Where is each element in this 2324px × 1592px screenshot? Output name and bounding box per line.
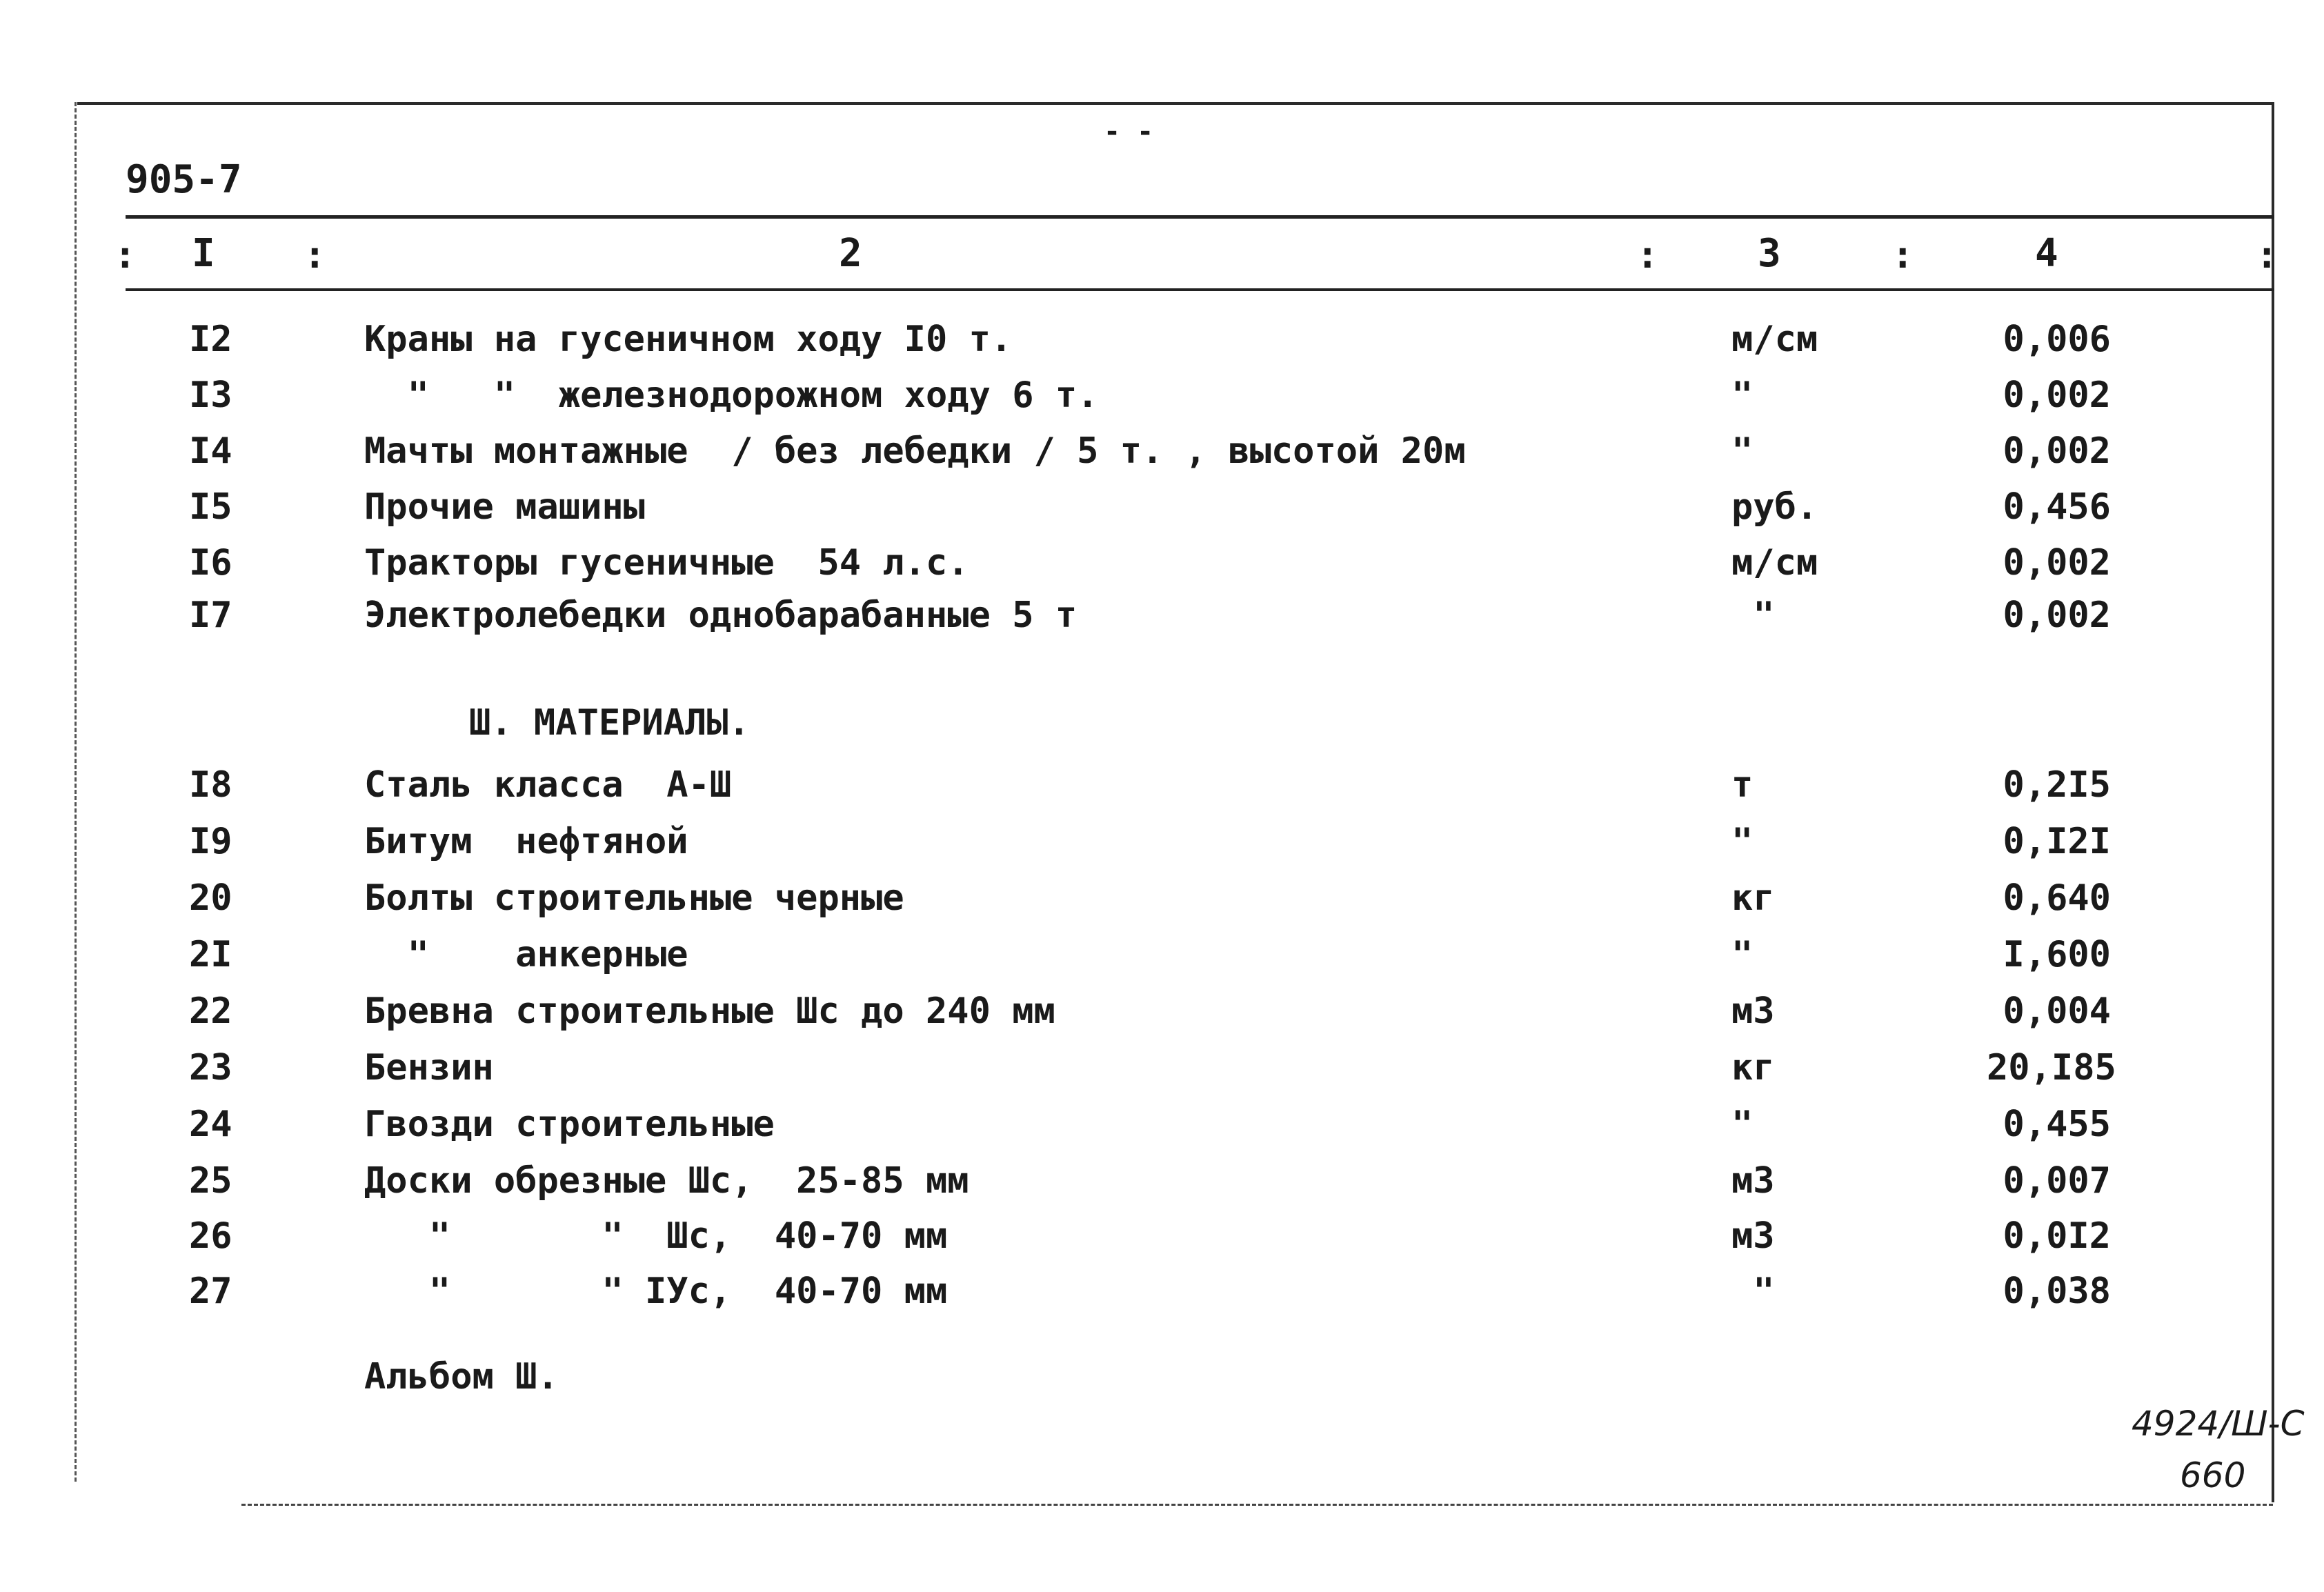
row-value: 0,0I2 [2003,1215,2111,1257]
frame-bottom-line [241,1504,2273,1506]
row-number: 24 [189,1104,232,1145]
row-name: Доски обрезные Шс, 25-85 мм [364,1160,969,1202]
row-number: 26 [189,1215,232,1257]
row-value: 0,002 [2003,595,2111,636]
table-row [0,1104,2324,1159]
row-name: Бревна строительные Шс до 240 мм [364,991,1055,1032]
table-row [0,595,2324,650]
row-value: 0,004 [2003,991,2111,1032]
row-name: Гвозди строительные [364,1104,775,1145]
row-number: 27 [189,1271,232,1312]
row-number: I4 [189,430,232,472]
column-separator: : [304,233,326,277]
row-value: 20,I85 [1987,1047,2116,1088]
row-name: Электролебедки однобарабанные 5 т [364,595,1077,636]
row-name: " анкерные [364,934,688,975]
frame-top-line [77,102,2274,105]
row-value: 0,640 [2003,877,2111,919]
row-unit: " [1731,934,1754,975]
row-value: 0,007 [2003,1160,2111,1202]
row-unit: м3 [1731,1160,1775,1202]
row-name: Мачты монтажные / без лебедки / 5 т. , высотой 20м [364,430,1466,472]
row-unit: м3 [1731,1215,1775,1257]
row-unit: " [1731,1104,1754,1145]
table-row [0,375,2324,430]
row-value: 0,002 [2003,542,2111,584]
row-number: 22 [189,991,232,1032]
table-row [0,430,2324,486]
row-value: 0,006 [2003,319,2111,360]
row-number: I8 [189,764,232,806]
sheet-number: 660 [2180,1455,2246,1495]
row-unit: " [1731,1271,1775,1312]
column-separator: : [1636,233,1659,277]
album-label: Альбом Ш. [364,1356,559,1397]
table-row [0,1271,2324,1326]
row-number: I2 [189,319,232,360]
row-value: I,600 [2003,934,2111,975]
table-row [0,877,2324,933]
table-row [0,821,2324,876]
table-row [0,1160,2324,1215]
row-value: 0,455 [2003,1104,2111,1145]
row-number: I7 [189,595,232,636]
column-separator: : [114,233,137,277]
row-number: I3 [189,375,232,416]
row-number: I6 [189,542,232,584]
table-row [0,319,2324,374]
row-value: 0,002 [2003,375,2111,416]
row-unit: кг [1731,877,1775,919]
row-number: I9 [189,821,232,862]
row-number: 25 [189,1160,232,1202]
table-row [0,542,2324,597]
section-title: Ш. МАТЕРИАЛЫ. [469,702,750,744]
row-value: 0,038 [2003,1271,2111,1312]
header-rule-top [126,215,2274,219]
row-value: 0,002 [2003,430,2111,472]
row-value: 0,456 [2003,486,2111,528]
row-name: Сталь класса А-Ш [364,764,732,806]
row-number: 2I [189,934,232,975]
table-row [0,486,2324,541]
row-name: " " Шс, 40-70 мм [364,1215,948,1257]
row-name: Бензин [364,1047,494,1088]
header-rule-bottom [126,288,2274,291]
page-mark: - - [1104,116,1154,148]
row-unit: " [1731,375,1754,416]
column-header-2: 2 [839,231,862,276]
row-unit: " [1731,595,1775,636]
row-name: Тракторы гусеничные 54 л.с. [364,542,969,584]
row-unit: " [1731,430,1754,472]
column-separator: : [1891,233,1914,277]
table-row [0,991,2324,1046]
column-header-4: 4 [2035,231,2058,276]
table-row [0,934,2324,989]
row-unit: м/см [1731,319,1818,360]
row-unit: м3 [1731,991,1775,1032]
row-unit: руб. [1731,486,1818,528]
row-name: " " железнодорожном ходу 6 т. [364,375,1099,416]
row-number: 20 [189,877,232,919]
column-header-3: 3 [1758,231,1781,276]
row-name: Битум нефтяной [364,821,688,862]
table-row [0,764,2324,819]
column-header-1: I [192,231,215,276]
row-number: 23 [189,1047,232,1088]
row-value: 0,2I5 [2003,764,2111,806]
row-name: Прочие машины [364,486,645,528]
row-name: Краны на гусеничном ходу I0 т. [364,319,1013,360]
row-unit: т [1731,764,1754,806]
table-row [0,1047,2324,1102]
row-value: 0,I2I [2003,821,2111,862]
reference-code: 4924/Ш-С [2132,1404,2305,1444]
table-row [0,1215,2324,1271]
row-name: Болты строительные черные [364,877,904,919]
row-unit: " [1731,821,1754,862]
doc-code: 905-7 [126,157,242,202]
column-separator: : [2256,233,2278,277]
row-number: I5 [189,486,232,528]
row-unit: м/см [1731,542,1818,584]
row-unit: кг [1731,1047,1775,1088]
row-name: " " IУс, 40-70 мм [364,1271,948,1312]
